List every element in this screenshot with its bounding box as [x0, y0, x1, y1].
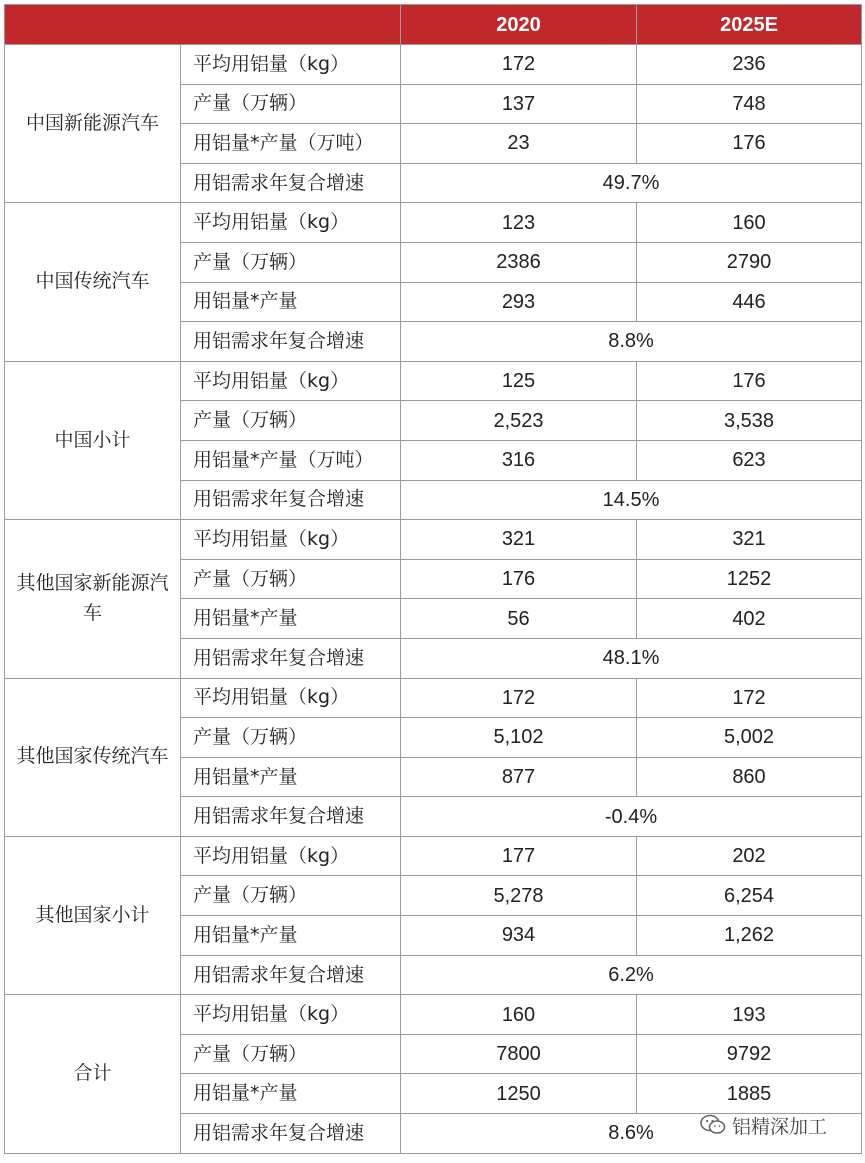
value-2020-cell: 56 [401, 599, 637, 639]
value-2020-cell: 2386 [401, 242, 637, 282]
watermark [700, 1112, 827, 1138]
wechat-icon [700, 1114, 726, 1136]
value-2020-cell: 177 [401, 836, 637, 876]
value-2020-cell: 176 [401, 559, 637, 599]
cagr-label-cell: 用铝需求年复合增速 [181, 322, 401, 362]
value-2025e-cell: 176 [637, 361, 862, 401]
metric-label-cell: 产量（万辆） [181, 84, 401, 124]
metric-label-cell: 产量（万辆） [181, 401, 401, 441]
cagr-label-cell: 用铝需求年复合增速 [181, 638, 401, 678]
header-2020: 2020 [401, 5, 637, 45]
value-2020-cell: 172 [401, 45, 637, 85]
value-2020-cell: 23 [401, 124, 637, 164]
cagr-value-cell: -0.4% [401, 797, 862, 837]
value-2025e-cell: 202 [637, 836, 862, 876]
metric-label-cell: 平均用铝量（kg） [181, 45, 401, 85]
metric-label-cell: 用铝量*产量 [181, 916, 401, 956]
metric-label-cell: 用铝量*产量（万吨） [181, 440, 401, 480]
metric-label-cell: 产量（万辆） [181, 1034, 401, 1074]
metric-label-cell: 产量（万辆） [181, 559, 401, 599]
value-2025e-cell: 1252 [637, 559, 862, 599]
cagr-value-cell: 8.6% [401, 1114, 862, 1154]
value-2025e-cell: 321 [637, 520, 862, 560]
group-name-cell: 中国新能源汽车 [5, 45, 181, 203]
cagr-value-cell: 14.5% [401, 480, 862, 520]
value-2025e-cell: 2790 [637, 242, 862, 282]
cagr-value-cell: 49.7% [401, 163, 862, 203]
table-row [5, 520, 862, 560]
value-2025e-cell: 160 [637, 203, 862, 243]
value-2020-cell: 5,102 [401, 718, 637, 758]
group-name-cell: 中国小计 [5, 361, 181, 519]
value-2025e-cell: 748 [637, 84, 862, 124]
value-2025e-cell: 9792 [637, 1034, 862, 1074]
table-row [5, 203, 862, 243]
value-2020-cell: 125 [401, 361, 637, 401]
metric-label-cell: 平均用铝量（kg） [181, 361, 401, 401]
value-2025e-cell: 1885 [637, 1074, 862, 1114]
metric-label-cell: 平均用铝量（kg） [181, 836, 401, 876]
metric-label-cell: 用铝量*产量 [181, 599, 401, 639]
value-2020-cell: 5,278 [401, 876, 637, 916]
table-row [5, 45, 862, 85]
aluminum-demand-table [4, 4, 862, 1154]
value-2025e-cell: 402 [637, 599, 862, 639]
value-2020-cell: 1250 [401, 1074, 637, 1114]
metric-label-cell: 用铝量*产量 [181, 757, 401, 797]
cagr-label-cell: 用铝需求年复合增速 [181, 1114, 401, 1154]
value-2020-cell: 123 [401, 203, 637, 243]
value-2025e-cell: 5,002 [637, 718, 862, 758]
metric-label-cell: 平均用铝量（kg） [181, 995, 401, 1035]
table-row [5, 678, 862, 718]
value-2025e-cell: 236 [637, 45, 862, 85]
cagr-label-cell: 用铝需求年复合增速 [181, 797, 401, 837]
group-name-cell: 其他国家新能源汽车 [5, 520, 181, 678]
value-2020-cell: 934 [401, 916, 637, 956]
value-2020-cell: 7800 [401, 1034, 637, 1074]
value-2020-cell: 137 [401, 84, 637, 124]
metric-label-cell: 平均用铝量（kg） [181, 520, 401, 560]
metric-label-cell: 产量（万辆） [181, 876, 401, 916]
metric-label-cell: 平均用铝量（kg） [181, 203, 401, 243]
value-2025e-cell: 860 [637, 757, 862, 797]
watermark-text: 铝精深加工 [732, 1115, 828, 1138]
table-row [5, 836, 862, 876]
header-blank-cell [5, 5, 401, 45]
value-2025e-cell: 1,262 [637, 916, 862, 956]
group-name-cell: 其他国家小计 [5, 836, 181, 994]
cagr-value-cell: 8.8% [401, 322, 862, 362]
value-2025e-cell: 623 [637, 440, 862, 480]
metric-label-cell: 产量（万辆） [181, 718, 401, 758]
group-name-cell: 合计 [5, 995, 181, 1153]
cagr-label-cell: 用铝需求年复合增速 [181, 163, 401, 203]
group-name-cell: 其他国家传统汽车 [5, 678, 181, 836]
metric-label-cell: 平均用铝量（kg） [181, 678, 401, 718]
metric-label-cell: 产量（万辆） [181, 242, 401, 282]
header-row [5, 5, 862, 45]
cagr-value-cell: 48.1% [401, 638, 862, 678]
metric-label-cell: 用铝量*产量 [181, 282, 401, 322]
table-row [5, 361, 862, 401]
value-2025e-cell: 3,538 [637, 401, 862, 441]
cagr-label-cell: 用铝需求年复合增速 [181, 480, 401, 520]
value-2020-cell: 321 [401, 520, 637, 560]
group-name-cell: 中国传统汽车 [5, 203, 181, 361]
value-2020-cell: 293 [401, 282, 637, 322]
metric-label-cell: 用铝量*产量 [181, 1074, 401, 1114]
value-2020-cell: 172 [401, 678, 637, 718]
cagr-value-cell: 6.2% [401, 955, 862, 995]
value-2025e-cell: 6,254 [637, 876, 862, 916]
value-2025e-cell: 446 [637, 282, 862, 322]
cagr-label-cell: 用铝需求年复合增速 [181, 955, 401, 995]
value-2020-cell: 2,523 [401, 401, 637, 441]
value-2025e-cell: 193 [637, 995, 862, 1035]
value-2025e-cell: 176 [637, 124, 862, 164]
metric-label-cell: 用铝量*产量（万吨） [181, 124, 401, 164]
table-row [5, 995, 862, 1035]
header-2025e: 2025E [637, 5, 862, 45]
value-2025e-cell: 172 [637, 678, 862, 718]
value-2020-cell: 160 [401, 995, 637, 1035]
value-2020-cell: 877 [401, 757, 637, 797]
value-2020-cell: 316 [401, 440, 637, 480]
